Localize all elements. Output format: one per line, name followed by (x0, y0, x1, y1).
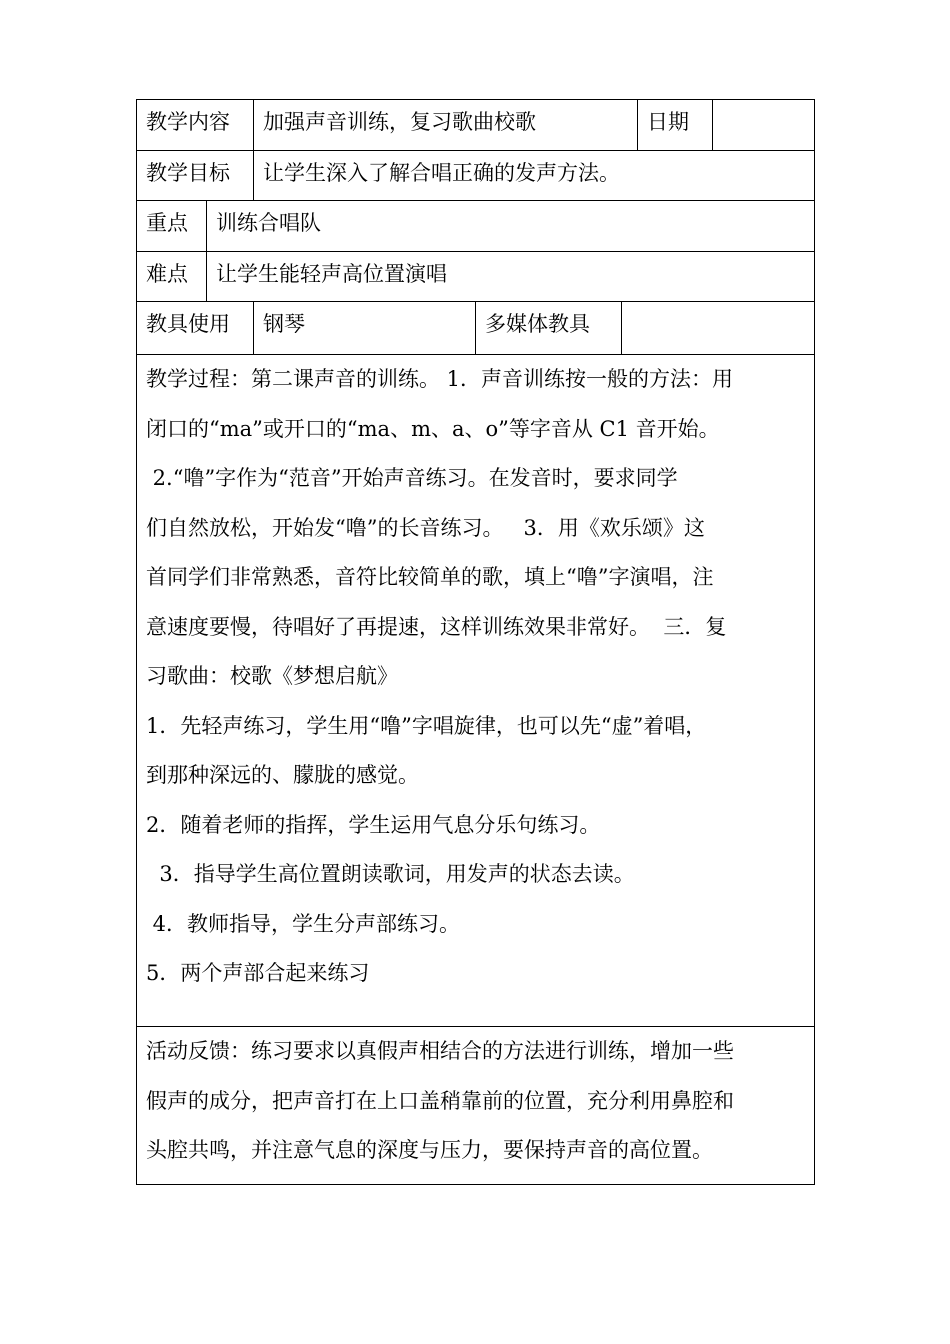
teaching-goal-value: 让学生深入了解合唱正确的发声方法。 (263, 161, 620, 185)
teaching-goal-label: 教学目标 (137, 151, 254, 200)
process-line: 4．教师指导，学生分声部练习。 (146, 911, 461, 936)
process-line: 5．两个声部合起来练习 (146, 961, 370, 985)
lesson-plan-table (136, 99, 815, 1185)
process-line: 闭口的“ma”或开口的“ma、m、a、o”等字音从 C1 音开始。 (146, 416, 720, 441)
difficulty-label: 难点 (137, 252, 207, 301)
row-teaching-goal (137, 151, 814, 201)
row-teaching-tools (137, 302, 814, 355)
key-point-value: 训练合唱队 (216, 211, 321, 235)
process-line: 2．随着老师的指挥，学生运用气息分乐句练习。 (146, 812, 601, 837)
process-line: 首同学们非常熟悉，音符比较简单的歌，填上“噜”字演唱，注 (146, 565, 714, 589)
teaching-content-value: 加强声音训练，复习歌曲校歌 (254, 100, 638, 150)
key-point-label: 重点 (137, 201, 207, 251)
teaching-process-text (146, 355, 810, 999)
difficulty-value: 让学生能轻声高位置演唱 (216, 262, 447, 286)
row-difficulty (137, 252, 814, 302)
teaching-tools-label: 教具使用 (137, 302, 254, 354)
process-line: 到那种深远的、朦胧的感觉。 (146, 763, 419, 787)
process-line: 习歌曲：校歌《梦想启航》 (146, 664, 398, 688)
process-line: 3．指导学生高位置朗读歌词，用发声的状态去读。 (146, 862, 635, 886)
teaching-tools-value: 钢琴 (254, 302, 476, 354)
process-line: 2.“噜”字作为“范音”开始声音练习。在发音时，要求同学 (146, 466, 678, 490)
teaching-content-label: 教学内容 (137, 100, 254, 150)
multimedia-value (622, 302, 814, 354)
feedback-line: 头腔共鸣，并注意气息的深度与压力，要保持声音的高位置。 (146, 1138, 713, 1162)
process-line: 意速度要慢，待唱好了再提速，这样训练效果非常好。 三．复 (146, 614, 727, 639)
row-teaching-process (137, 355, 814, 1027)
process-line: 1．先轻声练习，学生用“噜”字唱旋律，也可以先“虚”着唱， (146, 713, 707, 738)
activity-feedback-text (146, 1027, 810, 1176)
feedback-line: 假声的成分，把声音打在上口盖稍靠前的位置，充分利用鼻腔和 (146, 1088, 734, 1113)
process-line: 们自然放松，开始发“噜”的长音练习。 3．用《欢乐颂》这 (146, 515, 705, 540)
process-line: 教学过程：第二课声音的训练。 1．声音训练按一般的方法：用 (146, 367, 734, 391)
feedback-line: 活动反馈：练习要求以真假声相结合的方法进行训练，增加一些 (146, 1039, 734, 1063)
date-value (713, 100, 814, 150)
multimedia-label: 多媒体教具 (476, 302, 622, 354)
row-teaching-content (137, 100, 814, 151)
row-key-point (137, 201, 814, 252)
date-label: 日期 (638, 100, 713, 150)
row-activity-feedback (137, 1027, 814, 1184)
